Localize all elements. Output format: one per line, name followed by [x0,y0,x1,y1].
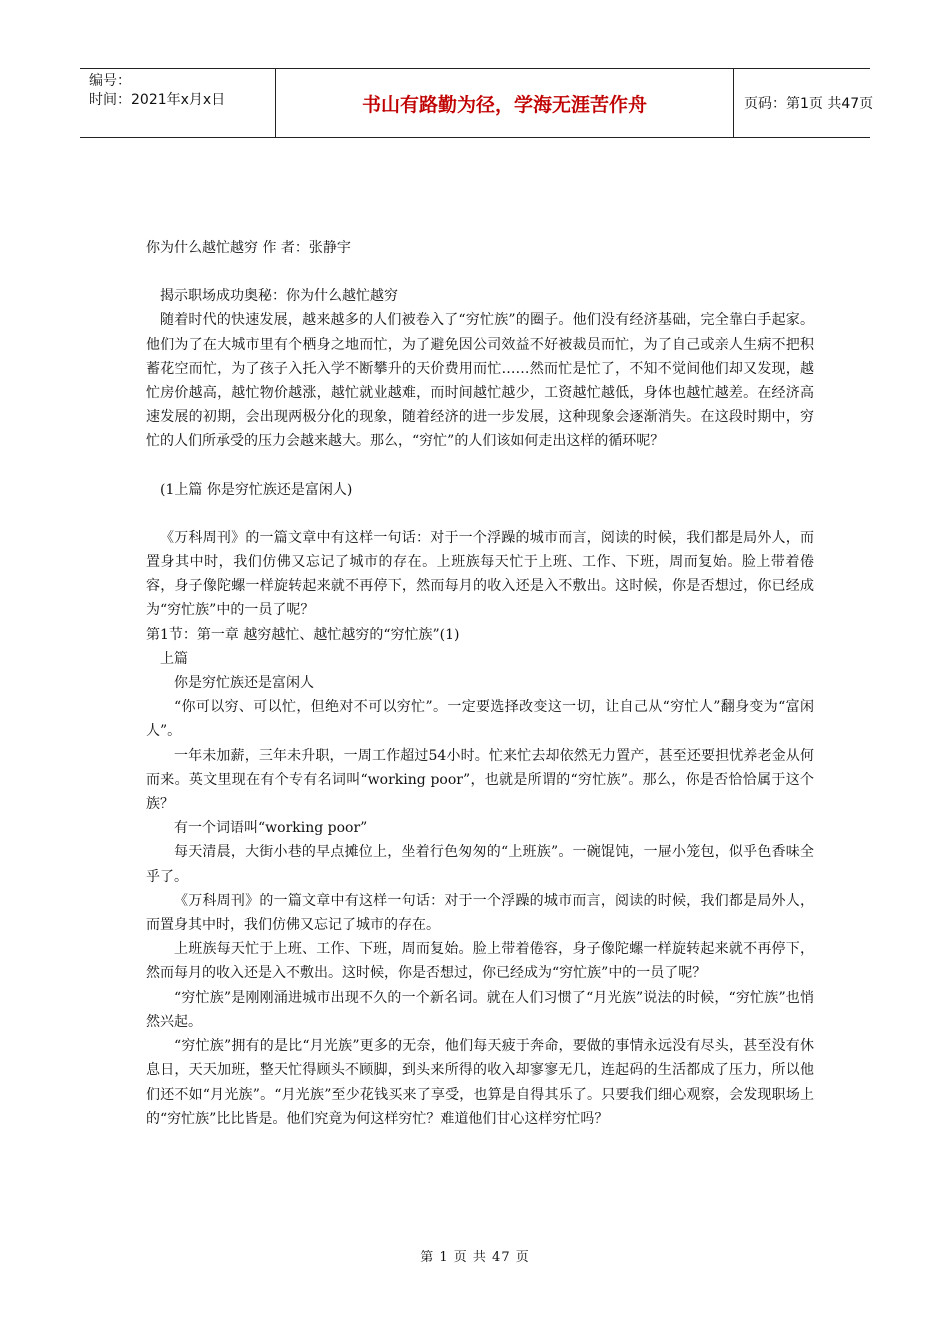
body-paragraph: 每天清晨，大街小巷的早点摊位上，坐着行色匆匆的“上班族”。一碗馄饨，一屉小笼包，似乎色香味全乎了。 [146,844,814,885]
section-heading: 第1节：第一章 越穷越忙、越忙越穷的“穷忙族”(1) [146,626,460,643]
body-paragraph: 一年未加薪，三年未升职，一周工作超过54小时。忙来忙去却依然无力置产，甚至还要担忧养老金从何而来。英文里现在有个专有名词叫“working poor”，也就是所谓的“穷忙族”。那么，你是否恰恰属于这个族？ [146,747,814,813]
header-motto: 书山有路勤为径，学海无涯苦作舟 [276,69,734,137]
body-paragraph: 上班族每天忙于上班、工作、下班，周而复始。脸上带着倦容，身子像陀螺一样旋转起来就不再停下，然而每月的收入还是入不敷出。这时候，你是否想过，你已经成为“穷忙族”中的一员了呢？ [146,941,814,982]
body-paragraph: “穷忙族”是刚刚涌进城市出现不久的一个新名词。就在人们习惯了“月光族”说法的时候，“穷忙族”也悄然兴起。 [146,989,814,1030]
body-paragraph: 《万科周刊》的一篇文章中有这样一句话：对于一个浮躁的城市而言，阅读的时候，我们都是局外人，而置身其中时，我们仿佛又忘记了城市的存在。 [146,892,814,934]
header-number-label: 编号： [89,73,131,89]
part-heading: (1上篇 你是穷忙族还是富闲人) [160,481,353,498]
part-label: 上篇 [160,650,188,667]
article-body [146,236,814,1131]
article-title-line: 你为什么越忙越穷 作 者：张静宇 [146,240,351,256]
body-subheading: 有一个词语叫“working poor” [174,820,368,837]
header-page-label: 页码：第1页 共47页 [744,96,874,112]
page-footer: 第 1 页 共 47 页 [420,1250,530,1265]
page-header [80,68,874,138]
body-paragraph: “你可以穷、可以忙，但绝对不可以穷忙”。一定要选择改变这一切，让自己从“穷忙人”翻身变为“富闲人”。 [146,699,814,740]
blank-line [146,502,814,526]
blank-line [146,454,814,478]
quote-paragraph: 《万科周刊》的一篇文章中有这样一句话：对于一个浮躁的城市而言，阅读的时候，我们都是局外人，而置身其中时，我们仿佛又忘记了城市的存在。上班族每天忙于上班、工作、下班，周而复始。脸上带着倦容，身子像陀螺一样旋转起来就不再停下，然而每月的收入还是入不敷出。这时候，你是否想过，你已经成为“穷忙族”中的一员了呢？ [146,529,814,619]
header-date-label: 时间：2021年x月x日 [89,92,226,108]
body-paragraph: “穷忙族”拥有的是比“月光族”更多的无奈，他们每天疲于奔命，要做的事情永远没有尽头，甚至没有休息日，天天加班，整天忙得顾头不顾脚，到头来所得的收入却寥寥无几，连起码的生活都成了压力，所以他们还不如“月光族”。“月光族”至少花钱买来了享受，也算是自得其乐了。只要我们细心观察，会发现职场上的“穷忙族”比比皆是。他们究竟为何这样穷忙？难道他们甘心这样穷忙吗？ [146,1038,814,1127]
intro-paragraph: 随着时代的快速发展，越来越多的人们被卷入了“穷忙族”的圈子。他们没有经济基础，完全靠白手起家。他们为了在大城市里有个栖身之地而忙，为了避免因公司效益不好被裁员而忙，为了自己或亲人生病不把积蓄花空而忙，为了孩子入托入学不断攀升的天价费用而忙……然而忙是忙了，不知不觉间他们却又发现，越忙房价越高，越忙物价越涨，越忙就业越难，而时间越忙越少，工资越忙越低，身体也越忙越差。在经济高速发展的初期，会出现两极分化的现象，随着经济的进一步发展，这种现象会逐渐消失。在这段时期中，穷忙的人们所承受的压力会越来越大。那么，“穷忙”的人们该如何走出这样的循环呢？ [146,312,814,450]
header-info-cell [80,69,276,137]
article-subtitle: 揭示职场成功奥秘：你为什么越忙越穷 [160,288,398,305]
chapter-title: 你是穷忙族还是富闲人 [174,675,314,692]
